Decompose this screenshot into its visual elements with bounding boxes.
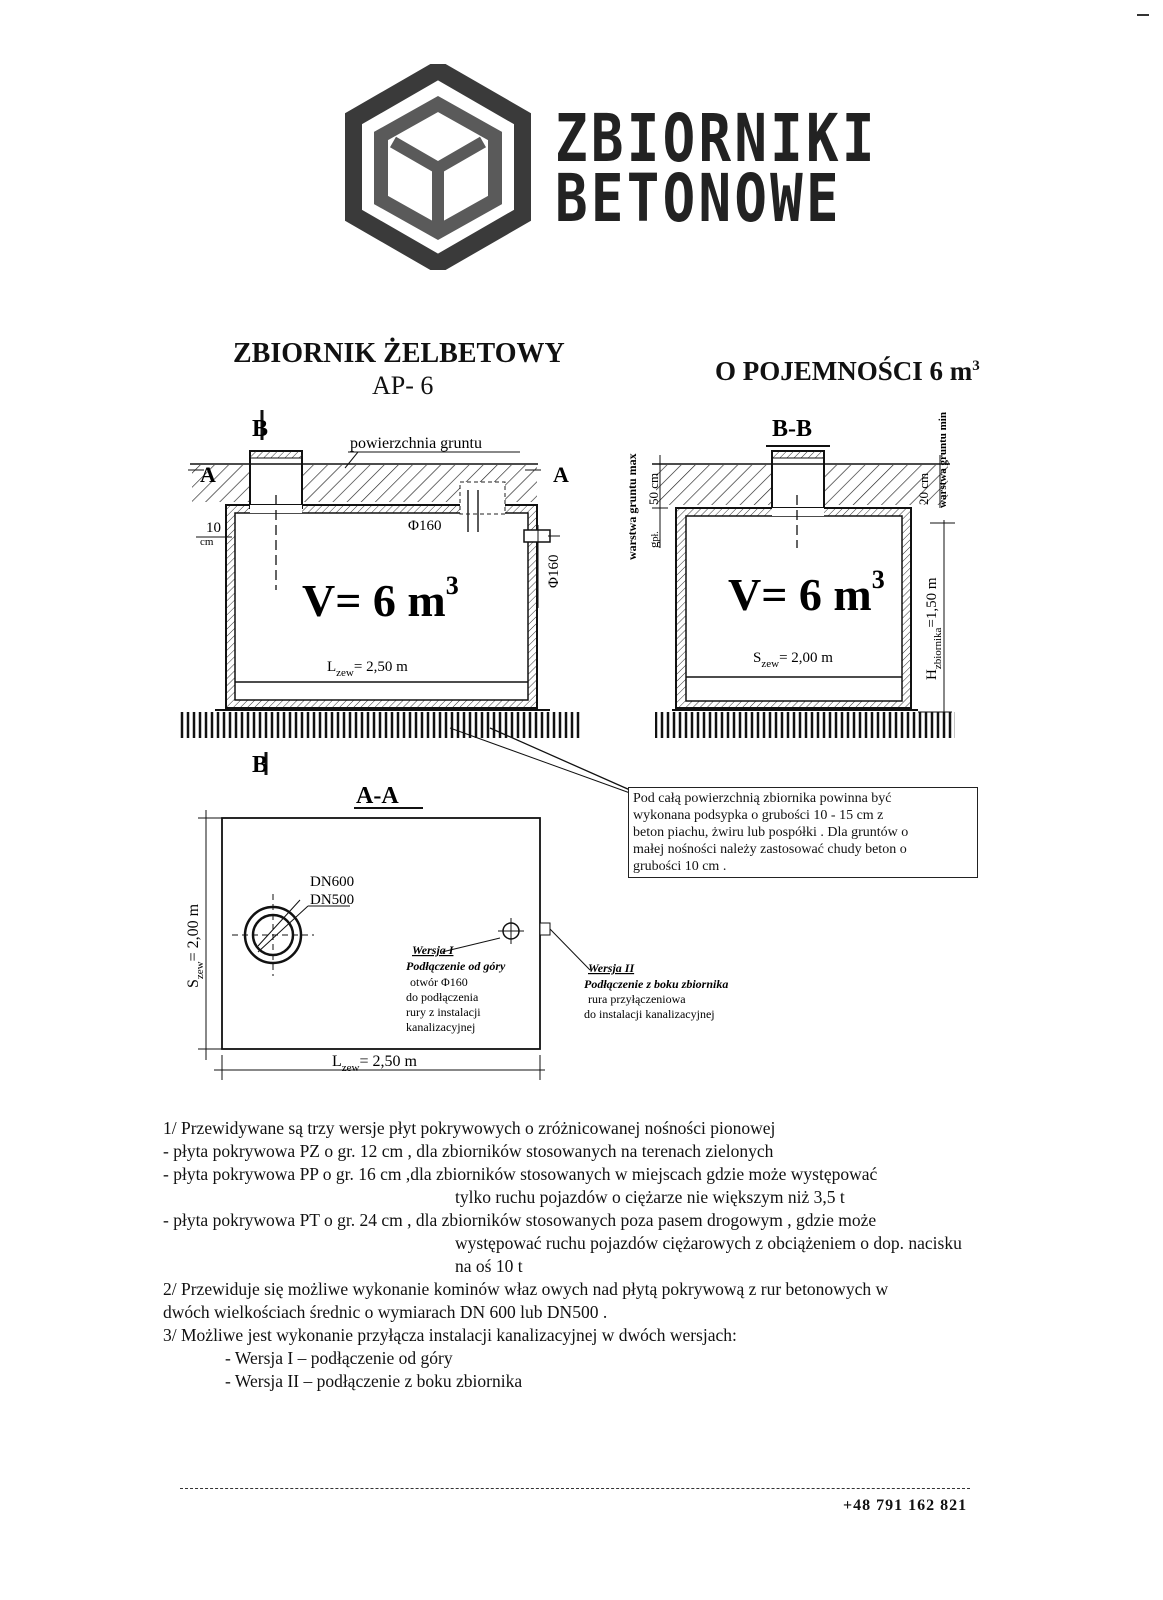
manhole-dn600: DN600 [310, 874, 355, 890]
note-line: - płyta pokrywowa PT o gr. 24 cm , dla zbiorników stosowanych poza pasem drogowym , gdzie może [163, 1210, 877, 1230]
manhole-dn500: DN500 [310, 892, 355, 908]
plan-view-drawing [198, 808, 590, 1080]
plan-length-label: $L_{zew}= 2,50$ m [332, 1053, 417, 1074]
bedding-callout: Pod całą powierzchnią zbiornika powinna być wykonana podsypka o grubości 10 - 15 cm z beton piachu, żwiru lub pospółki . Dla gruntów o małej nośności należy zastosować chudy beton o grubości 10 cm . [628, 787, 978, 878]
title-right: O POJEMNOŚCI 6 $m^3$ [715, 356, 980, 386]
svg-text:otwór Φ160: otwór Φ160 [410, 975, 468, 989]
ground-surface-label: powierzchnia gruntu [350, 435, 482, 452]
note-line: dwóch wielkościach średnic o wymiarach DN 600 lub DN500 . [163, 1302, 608, 1322]
svg-text:Wersja I: Wersja I [412, 943, 454, 957]
wall-thickness-unit: cm [200, 536, 214, 548]
svg-text:Wersja II: Wersja II [588, 961, 635, 975]
pipe-top-label: Φ160 [408, 518, 442, 534]
left-volume: V= 6 $m^3$ [302, 571, 459, 626]
section-mark-a-left: A [200, 462, 216, 487]
right-width-label: $S_{zew}= 2,00$ m [753, 650, 833, 670]
wall-thickness-value: 10 [206, 520, 221, 536]
notes-section [163, 1117, 1043, 1393]
note-line: 3/ Możliwe jest wykonanie przyłącza instalacji kanalizacyjnej w dwóch wersjach: [163, 1325, 737, 1345]
svg-text:rura przyłączeniowa: rura przyłączeniowa [588, 992, 686, 1006]
logo-line2: BETONOWE [555, 160, 842, 237]
svg-text:kanalizacyjnej: kanalizacyjnej [406, 1020, 476, 1034]
soil-min-value: 20 cm [916, 472, 931, 505]
right-section-title: B-B [772, 416, 813, 442]
footer-divider [180, 1488, 970, 1489]
model-label: AP- 6 [372, 371, 434, 400]
logo-line1: ZBIORNIKI [555, 100, 878, 177]
section-mark-a-right: A [553, 462, 569, 487]
soil-max-label: warstwa gruntu max [625, 453, 639, 560]
height-label: $H_{zbiornika}=1,50$ m [924, 577, 944, 680]
plan-width-label: $S_{zew}= 2,00$ m [185, 903, 206, 988]
phone-number: +48 791 162 821 [843, 1497, 968, 1514]
soil-max-value: 50 cm [646, 472, 661, 505]
soil-min-label: warstwa gruntu min [937, 412, 949, 508]
version-1-note [406, 943, 506, 1034]
section-mark-b-bottom: B [252, 752, 269, 778]
note-line: tylko ruchu pojazdów o ciężarze nie większym niż 3,5 t [455, 1187, 845, 1207]
note-line: występować ruchu pojazdów ciężarowych z obciążeniem o dop. nacisku [455, 1233, 962, 1253]
svg-text:do instalacji kanalizacyjnej: do instalacji kanalizacyjnej [584, 1007, 715, 1021]
svg-text:Podłączenie z boku zbiornika: Podłączenie z boku zbiornika [584, 977, 729, 991]
plan-section-title: A-A [356, 783, 399, 809]
note-line: - płyta pokrywowa PP o gr. 16 cm ,dla zbiorników stosowanych w miejscach gdzie może występować [163, 1164, 878, 1184]
slab-label: gpł. [646, 531, 661, 548]
note-line: - Wersja I – podłączenie od góry [225, 1348, 453, 1368]
note-line: 1/ Przewidywane są trzy wersje płyt pokrywowych o zróżnicowanej nośności pionowej [163, 1118, 776, 1138]
note-line: 2/ Przewiduje się możliwe wykonanie kominów właz owych nad płytą pokrywową z rur betonowych w [163, 1279, 889, 1299]
svg-text:do podłączenia: do podłączenia [406, 990, 479, 1004]
note-line: - Wersja II – podłączenie z boku zbiornika [225, 1371, 523, 1391]
svg-text:rury z instalacji: rury z instalacji [406, 1005, 481, 1019]
title-left: ZBIORNIK ŻELBETOWY [233, 338, 565, 369]
right-volume: V= 6 $m^3$ [728, 565, 885, 620]
pipe-side-label: Φ160 [546, 554, 562, 588]
svg-text:Podłączenie od góry: Podłączenie od góry [406, 959, 506, 973]
section-mark-b-top: B [252, 416, 269, 442]
version-2-note [584, 961, 728, 1021]
note-line: - płyta pokrywowa PZ o gr. 12 cm , dla zbiorników stosowanych na terenach zielonych [163, 1141, 774, 1161]
note-line: na oś 10 t [455, 1256, 523, 1276]
left-length-label: $L_{zew}= 2,50$ m [327, 659, 408, 679]
